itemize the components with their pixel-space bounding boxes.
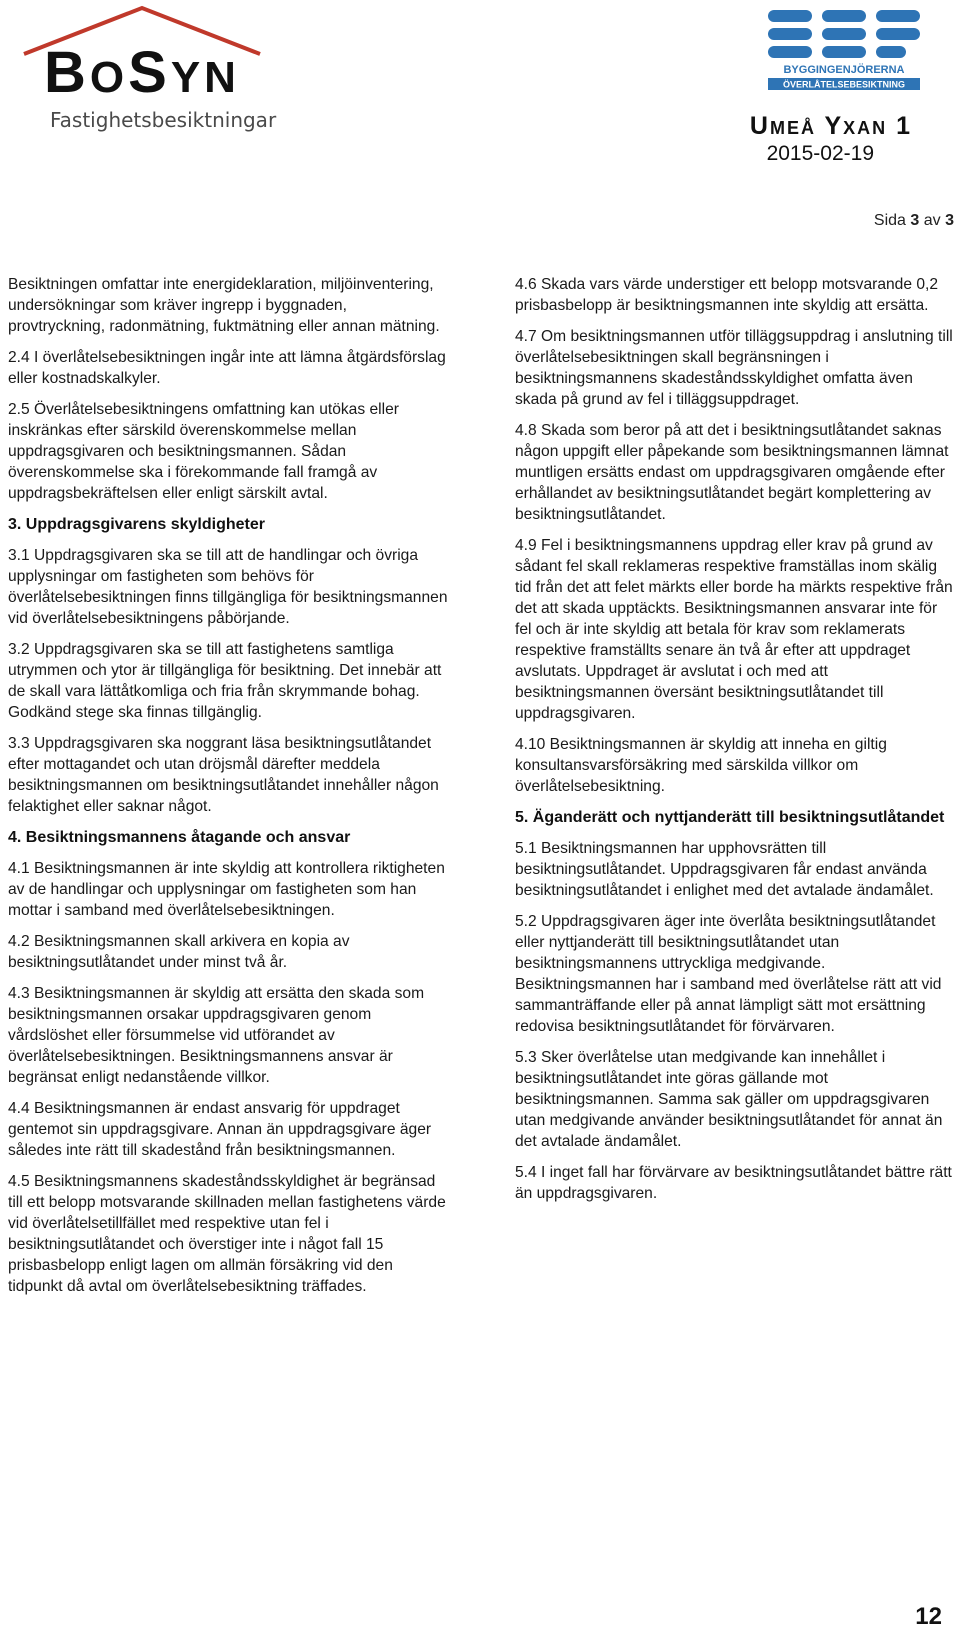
paragraph: 4.3 Besiktningsmannen är skyldig att ersätta den skada som besiktningsmannen orsakar uppdragsgivaren genom vårdslöshet eller försummelse vid utförandet av överlåtelsebesiktningen. Besiktningsmannens ansvar är begränsat enligt nedanstående villkor. <box>8 985 425 1086</box>
paragraph: 5.4 I inget fall har förvärvare av besiktningsutlåtandet bättre rätt än uppdragsgivaren. <box>515 1164 952 1202</box>
right-column <box>515 274 955 1214</box>
paragraph: 5.3 Sker överlåtelse utan medgivande kan innehållet i besiktningsutlåtandet inte göras gällande mot besiktningsmannen. Samma sak gäller om uppdragsgivaren utan medgivande använder besiktningsutlåtandet för annat än det avtalade ändamålet. <box>515 1049 943 1150</box>
page-separator: av <box>923 212 941 229</box>
paragraph: 4.4 Besiktningsmannen är endast ansvarig för uppdraget gentemot sin uppdragsgivare. Annan än uppdragsgivare äger således inte rätt till skadestånd från besiktningsmannen. <box>8 1100 432 1159</box>
sbr-logo <box>768 10 924 92</box>
paragraph: 3.3 Uppdragsgivaren ska noggrant läsa besiktningsutlåtandet efter mottagandet och utan dröjsmål därefter meddela besiktningsmannen om besiktningsutlåtandet innehåller någon felaktighet eller saknar något. <box>8 735 439 815</box>
paragraph: 4.9 Fel i besiktningsmannens uppdrag eller krav på grund av sådant fel skall reklameras respektive framställas inom skälig tid från det att felet märkts eller borde ha märkts respektive från det att skada upptäckts. Besiktningsmannen ansvarar inte för fel och är inte skyldig att betala för krav som reklamerats respektive framställts senare än två år efter att uppdraget avslutats. Uppdraget är avslutat i och med att besiktningsmannen översänt besiktningsutlåtandet till uppdragsgivaren. <box>515 537 953 722</box>
paragraph: 4.6 Skada vars värde understiger ett belopp motsvarande 0,2 prisbasbelopp är besiktningsmannen inte skyldig att ersätta. <box>515 276 939 314</box>
paragraph: 3.1 Uppdragsgivaren ska se till att de handlingar och övriga upplysningar om fastigheten som behövs för överlåtelsebesiktningen finns tillgängliga för besiktningsmannen vid överlåtelsebesiktningens påbörjande. <box>8 547 448 627</box>
page-header <box>0 0 960 240</box>
page-indicator <box>874 212 954 230</box>
paragraph: 4.8 Skada som beror på att det i besiktningsutlåtandet saknas någon uppgift eller påpekande som besiktningsmannen lämnat muntligen ersätts endast om uppdragsgivaren omgående efter erhållandet av besiktningsutlåtandet begärt komplettering av besiktningsutlåtandet. <box>515 422 949 523</box>
sbr-logo-line1: BYGGINGENJÖRERNA <box>783 64 905 76</box>
page-prefix: Sida <box>873 212 906 229</box>
section-heading: 3. Uppdragsgivarens skyldigheter <box>8 516 265 533</box>
bosyn-tagline: Fastighetsbesiktningar <box>50 108 277 132</box>
document-title: Umeå Yxan 1 <box>749 112 912 140</box>
left-column <box>8 274 448 1307</box>
paragraph: 4.1 Besiktningsmannen är inte skyldig att kontrollera riktigheten av de handlingar och upplysningar om fastigheten som han mottar i samband med överlåtelsebesiktningen. <box>8 860 445 919</box>
paragraph: 4.7 Om besiktningsmannen utför tilläggsuppdrag i anslutning till överlåtelsebesiktningen skall begränsningen i besiktningsmannens skadeståndsskyldighet omfatta även skada på grund av fel i tilläggsuppdraget. <box>515 328 953 408</box>
page-number: 12 <box>915 1603 942 1630</box>
paragraph: 4.2 Besiktningsmannen skall arkivera en kopia av besiktningsutlåtandet under minst två år. <box>8 933 350 971</box>
paragraph: 5.1 Besiktningsmannen har upphovsrätten till besiktningsutlåtandet. Uppdragsgivaren får endast använda besiktningsutlåtandet i enlighet med det avtalade ändamålet. <box>515 840 934 899</box>
paragraph: 2.4 I överlåtelsebesiktningen ingår inte att lämna åtgärdsförslag eller kostnadskalkyler. <box>8 349 446 387</box>
paragraph: 4.10 Besiktningsmannen är skyldig att inneha en giltig konsultansvarsförsäkring med särskilda villkor om överlåtelsebesiktning. <box>515 736 887 795</box>
paragraph: Besiktningen omfattar inte energideklaration, miljöinventering, undersökningar som kräver ingrepp i byggnaden, provtryckning, radonmätning, fuktmätning eller annan mätning. <box>8 276 440 335</box>
paragraph: 2.5 Överlåtelsebesiktningens omfattning kan utökas eller inskränkas efter särskild överenskommelse mellan uppdragsgivaren och besiktningsmannen. Sådan överenskommelse ska i förekommande fall framgå av uppdragsbekräftelsen eller enligt särskilt avtal. <box>8 401 399 502</box>
section-heading: 5. Äganderätt och nyttjanderätt till besiktningsutlåtandet <box>515 809 945 826</box>
svg-text:BOSYN: BOSYN <box>44 40 240 100</box>
bosyn-logo <box>22 4 362 100</box>
section-heading: 4. Besiktningsmannens åtagande och ansvar <box>8 829 351 846</box>
sbr-logo-line2: ÖVERLÅTELSEBESIKTNING <box>782 79 906 90</box>
paragraph: 4.5 Besiktningsmannens skadeståndsskyldighet är begränsad till ett belopp motsvarande skillnaden mellan fastighetens värde vid överlåtelsetillfället med respektive utan fel i besiktningsutlåtandet och överstiger inte i något fall 15 prisbasbelopp enligt lagen om allmän försäkring vid den tidpunkt då avtal om överlåtelsebesiktning träffades. <box>8 1173 446 1295</box>
page-total: 3 <box>945 212 954 229</box>
paragraph: 5.2 Uppdragsgivaren äger inte överlåta besiktningsutlåtandet eller nyttjanderätt till besiktningsutlåtandet utan besiktningsmannens uttryckliga medgivande. Besiktningsmannen har i samband med överlåtelse rätt att vid sammanträffande eller på annat lämpligt sätt mot ersättning redovisa besiktningsutlåtandet för förvärvaren. <box>515 913 942 1035</box>
document-date: 2015-02-19 <box>766 142 874 165</box>
page-current: 3 <box>910 212 920 229</box>
paragraph: 3.2 Uppdragsgivaren ska se till att fastighetens samtliga utrymmen och ytor är tillgängliga för besiktning. Det innebär att de skall vara lättåtkomliga och fria från skrymmande bohag. Godkänd stege ska finnas tillgänglig. <box>8 641 442 721</box>
